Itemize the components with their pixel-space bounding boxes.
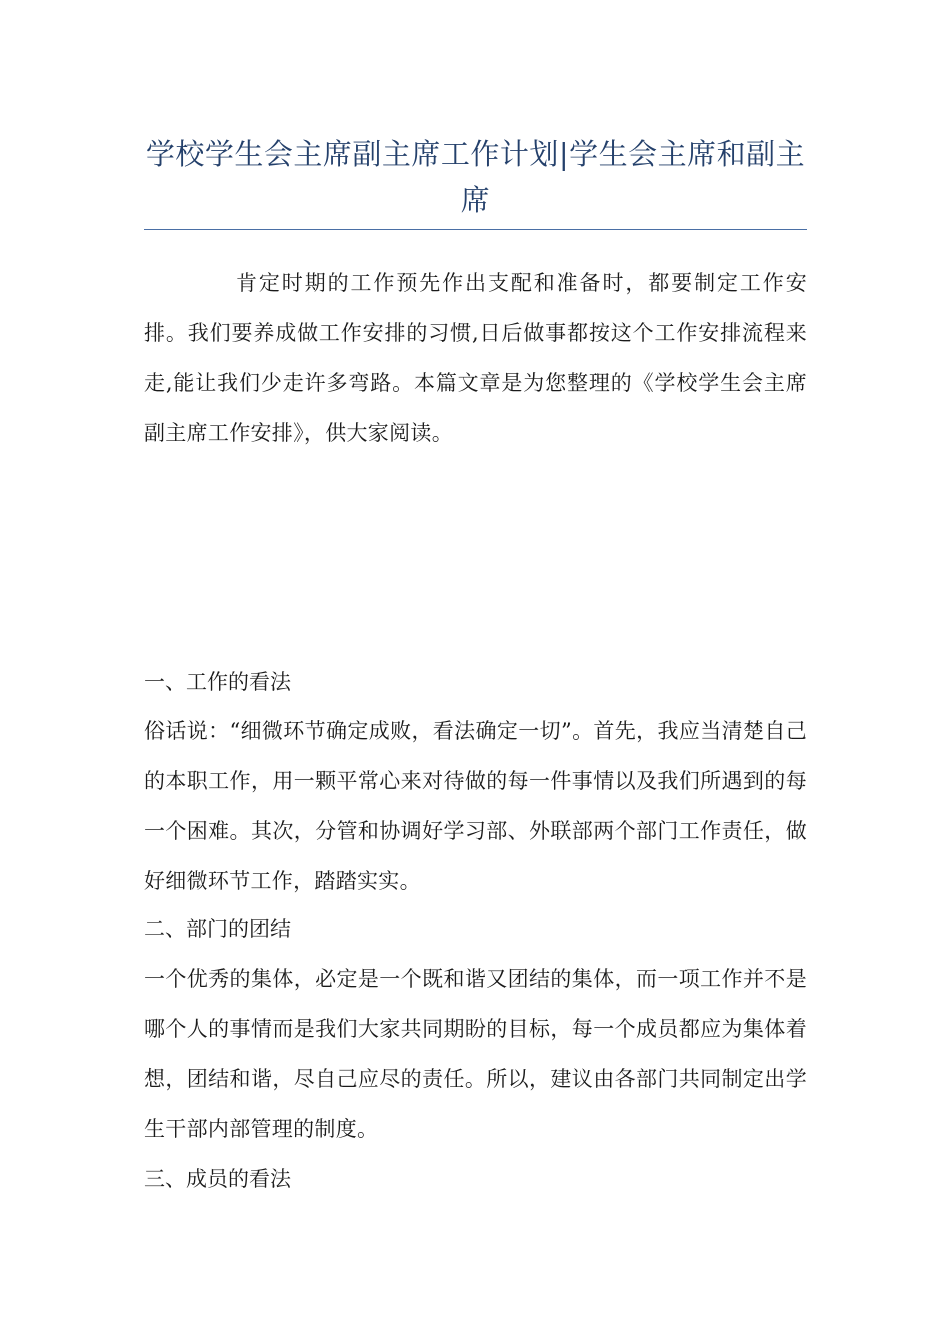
section-body-1: 俗话说：“细微环节确定成败，看法确定一切”。首先，我应当清楚自己的本职工作，用一颗平常心来对待做的每一件事情以及我们所遇到的每一个困难。其次，分管和协调好学习部、外联部两个部门工作责任，做好细微环节工作，踏踏实实。 — [144, 719, 807, 893]
intro-paragraph: 肯定时期的工作预先作出支配和准备时，都要制定工作安排。我们要养成做工作安排的习惯,日后做事都按这个工作安排流程来走,能让我们少走许多弯路。本篇文章是为您整理的《学校学生会主席副主席工作安排》，供大家阅读。 — [144, 271, 807, 445]
section-heading-3: 三、成员的看法 — [144, 1167, 291, 1191]
section-heading-1: 一、工作的看法 — [144, 670, 291, 694]
title-underline — [144, 229, 807, 230]
section-body-2: 一个优秀的集体，必定是一个既和谐又团结的集体，而一项工作并不是哪个人的事情而是我们大家共同期盼的目标，每一个成员都应为集体着想，团结和谐，尽自己应尽的责任。所以，建议由各部门共同制定出学生干部内部管理的制度。 — [144, 967, 807, 1141]
section-heading-2: 二、部门的团结 — [144, 917, 291, 941]
document-title: 学校学生会主席副主席工作计划|学生会主席和副主席 — [145, 137, 806, 217]
